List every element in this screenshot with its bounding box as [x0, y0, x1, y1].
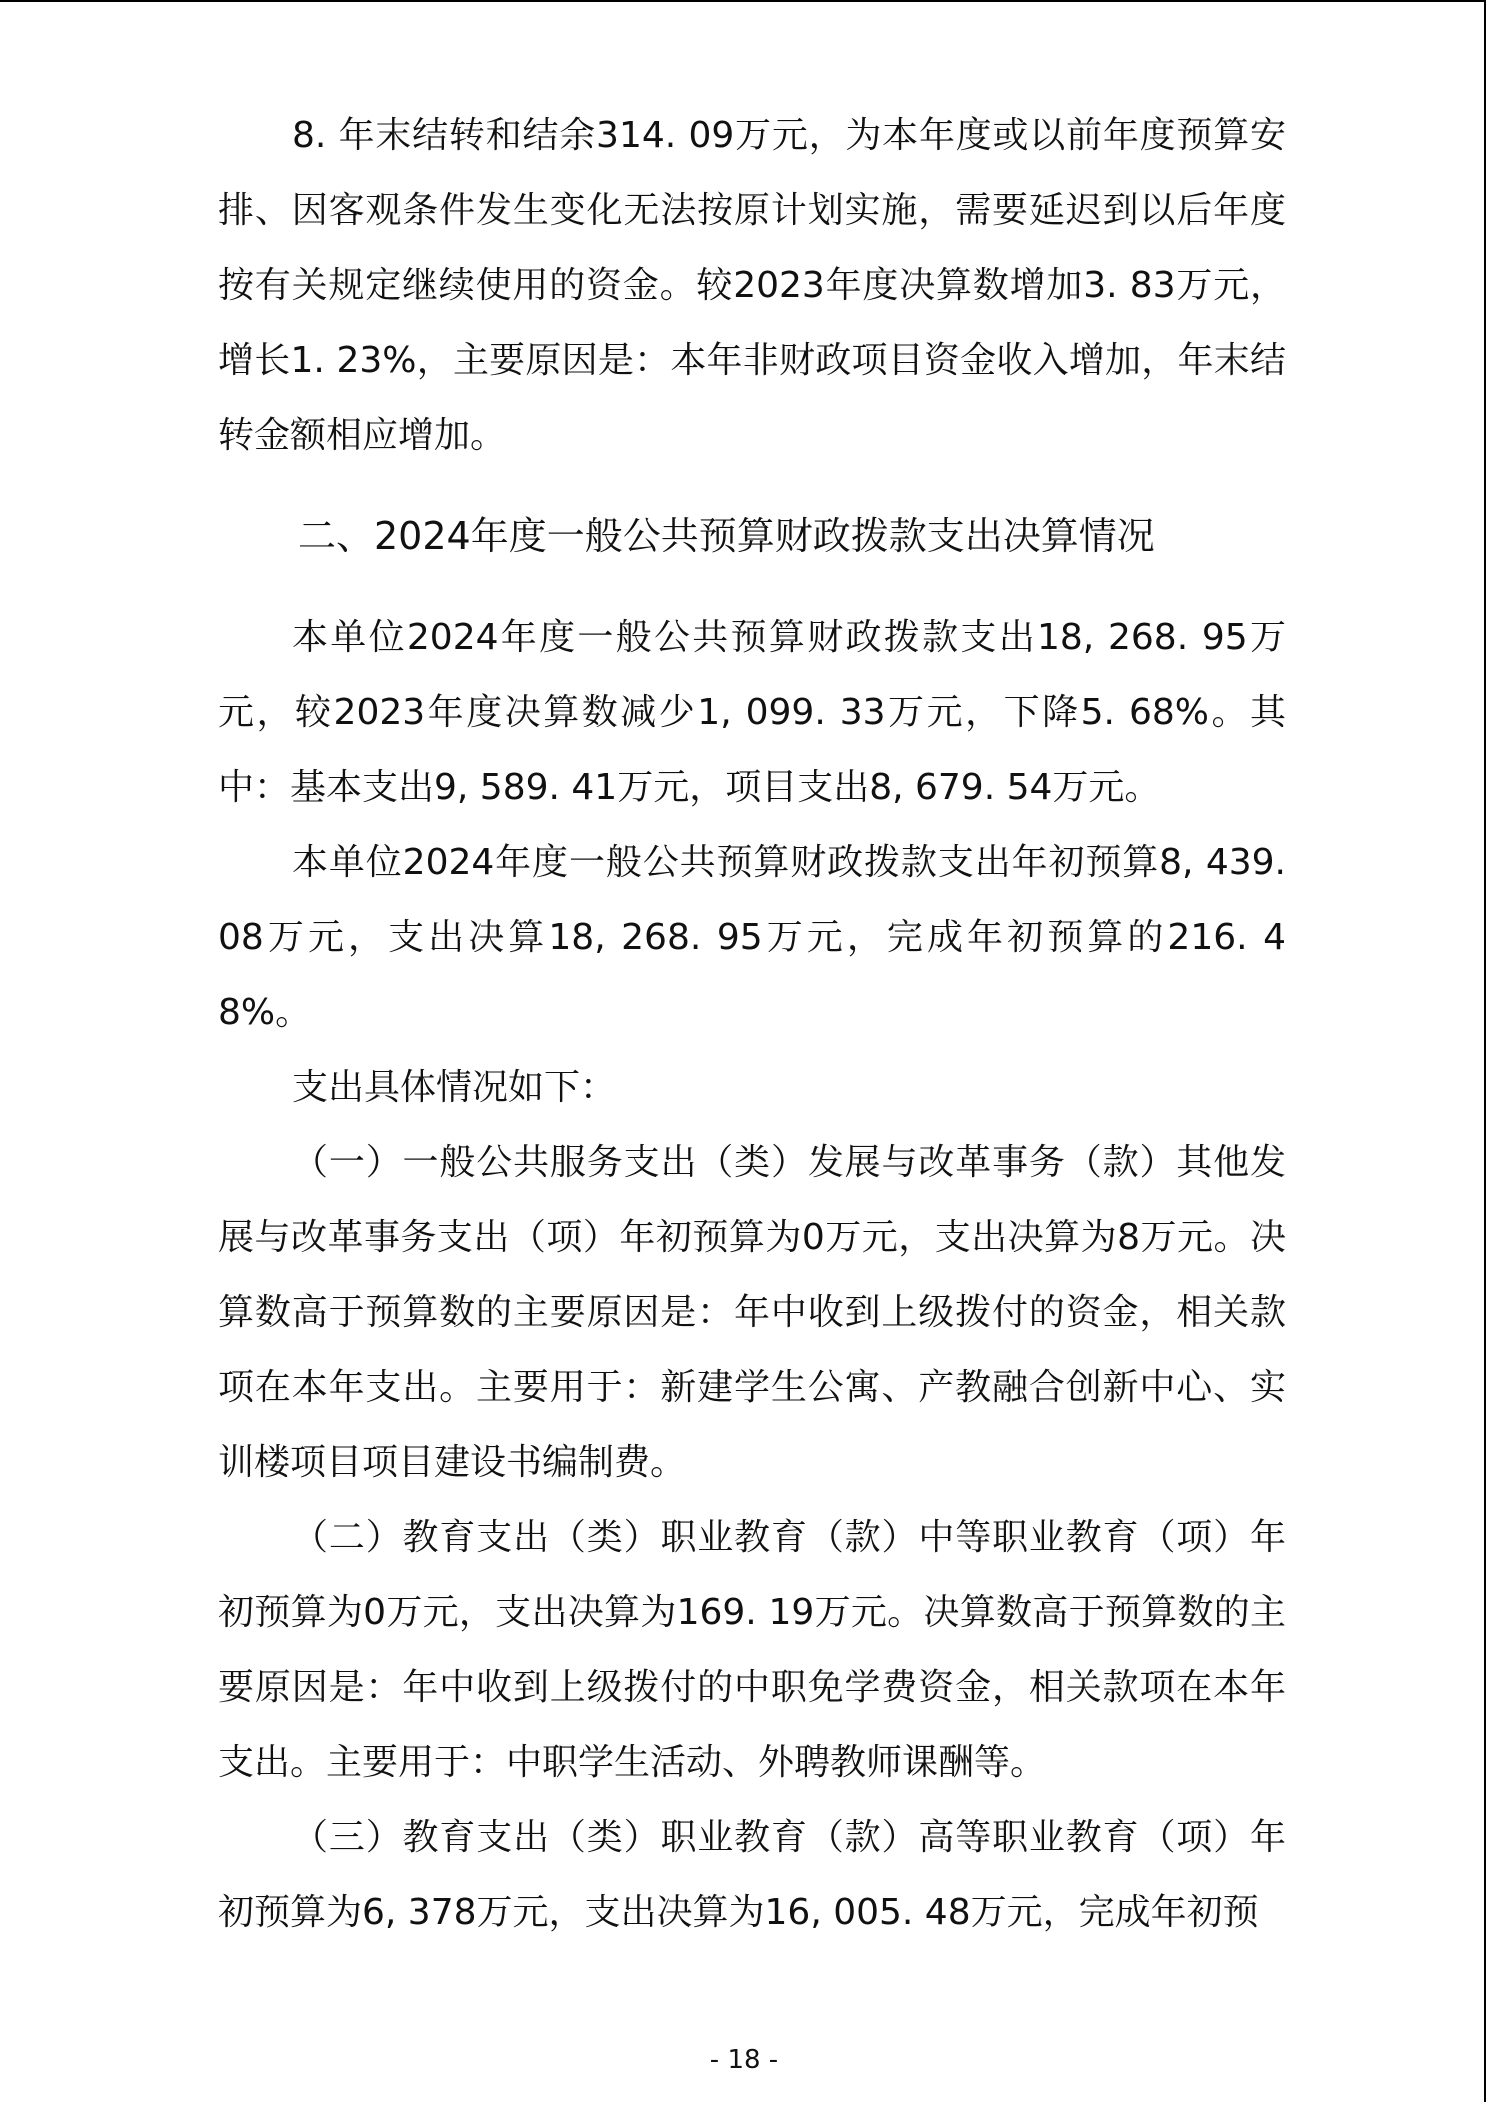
- paragraph-item-2: （二）教育支出（类）职业教育（款）中等职业教育（项）年初预算为0万元，支出决算为169. 19万元。决算数高于预算数的主要原因是：年中收到上级拨付的中职免学费资金，相关款项在本年支出。主要用于：中职学生活动、外聘教师课酬等。: [218, 1517, 1286, 1783]
- paragraph-total-expenditure: 本单位2024年度一般公共预算财政拨款支出18, 268. 95万元，较2023年度决算数减少1, 099. 33万元，下降5. 68%。其中：基本支出9, 589. 41万元，项目支出8, 679. 54万元。: [218, 617, 1286, 808]
- paragraph-budget-completion: 本单位2024年度一般公共预算财政拨款支出年初预算8, 439. 08万元，支出决算18, 268. 95万元，完成年初预算的216. 48%。: [218, 842, 1286, 1033]
- section-heading: 二、2024年度一般公共预算财政拨款支出决算情况: [298, 514, 1155, 558]
- paragraph-details-intro: 支出具体情况如下：: [292, 1067, 617, 1108]
- paragraph-item-1: （一）一般公共服务支出（类）发展与改革事务（款）其他发展与改革事务支出（项）年初预算为0万元，支出决算为8万元。决算数高于预算数的主要原因是：年中收到上级拨付的资金，相关款项在本年支出。主要用于：新建学生公寓、产教融合创新中心、实训楼项目项目建设书编制费。: [218, 1142, 1286, 1483]
- paragraph-item-3: （三）教育支出（类）职业教育（款）高等职业教育（项）年初预算为6, 378万元，支出决算为16, 005. 48万元，完成年初预: [218, 1817, 1286, 1933]
- page-number: - 18 -: [709, 2045, 779, 2075]
- paragraph-year-end-balance: 8. 年末结转和结余314. 09万元，为本年度或以前年度预算安排、因客观条件发生变化无法按原计划实施，需要延迟到以后年度按有关规定继续使用的资金。较2023年度决算数增加3. 83万元，增长1. 23%，主要原因是：本年非财政项目资金收入增加，年末结转金额相应增加。: [218, 115, 1286, 456]
- document-body: [218, 98, 1286, 1950]
